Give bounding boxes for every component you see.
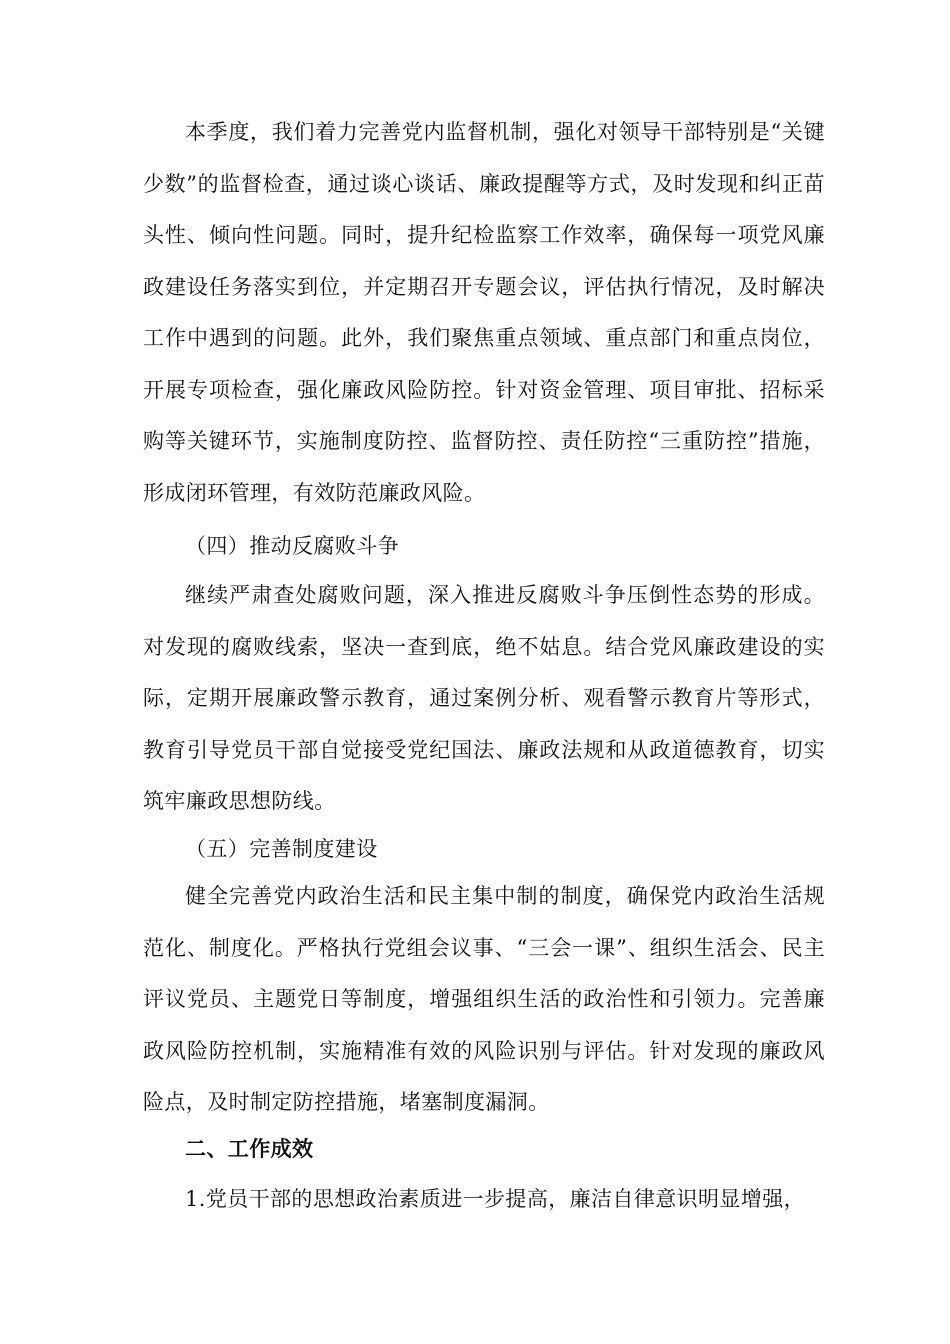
paragraph-system-building: 健全完善党内政治生活和民主集中制的制度，确保党内政治生活规范化、制度化。严格执行党组会议事、“三会一课”、组织生活会、民主评议党员、主题党日等制度，增强组织生活的政治性和引领力。完善廉政风险防控机制，实施精准有效的风险识别与评估。针对发现的廉政风险点，及时制定防控措施，堵塞制度漏洞。 — [143, 884, 825, 1114]
section-heading-work-results: 二、工作成效 — [185, 1137, 314, 1161]
paragraph-supervision-mechanism: 本季度，我们着力完善党内监督机制，强化对领导干部特别是“关键少数”的监督检查，通过谈心谈话、廉政提醒等方式，及时发现和纠正苗头性、倾向性问题。同时，提升纪检监察工作效率，确保每一项党风廉政建设任务落实到位，并定期召开专题会议，评估执行情况，及时解决工作中遇到的问题。此外，我们聚焦重点领域、重点部门和重点岗位，开展专项检查，强化廉政风险防控。针对资金管理、项目审批、招标采购等关键环节，实施制度防控、监督防控、责任防控“三重防控”措施，形成闭环管理，有效防范廉政风险。 — [143, 120, 825, 505]
paragraph-anti-corruption: 继续严肃查处腐败问题，深入推进反腐败斗争压倒性态势的形成。对发现的腐败线索，坚决一查到底，绝不姑息。结合党风廉政建设的实际，定期开展廉政警示教育，通过案例分析、观看警示教育片等形式，教育引导党员干部自觉接受党纪国法、廉政法规和从政道德教育，切实筑牢廉政思想防线。 — [143, 583, 825, 813]
sub-heading-system-building: （五）完善制度建设 — [185, 837, 378, 861]
paragraph-results-item-1: 1.党员干部的思想政治素质进一步提高，廉洁自律意识明显增强， — [185, 1187, 806, 1211]
sub-heading-anti-corruption: （四）推动反腐败斗争 — [185, 534, 399, 558]
